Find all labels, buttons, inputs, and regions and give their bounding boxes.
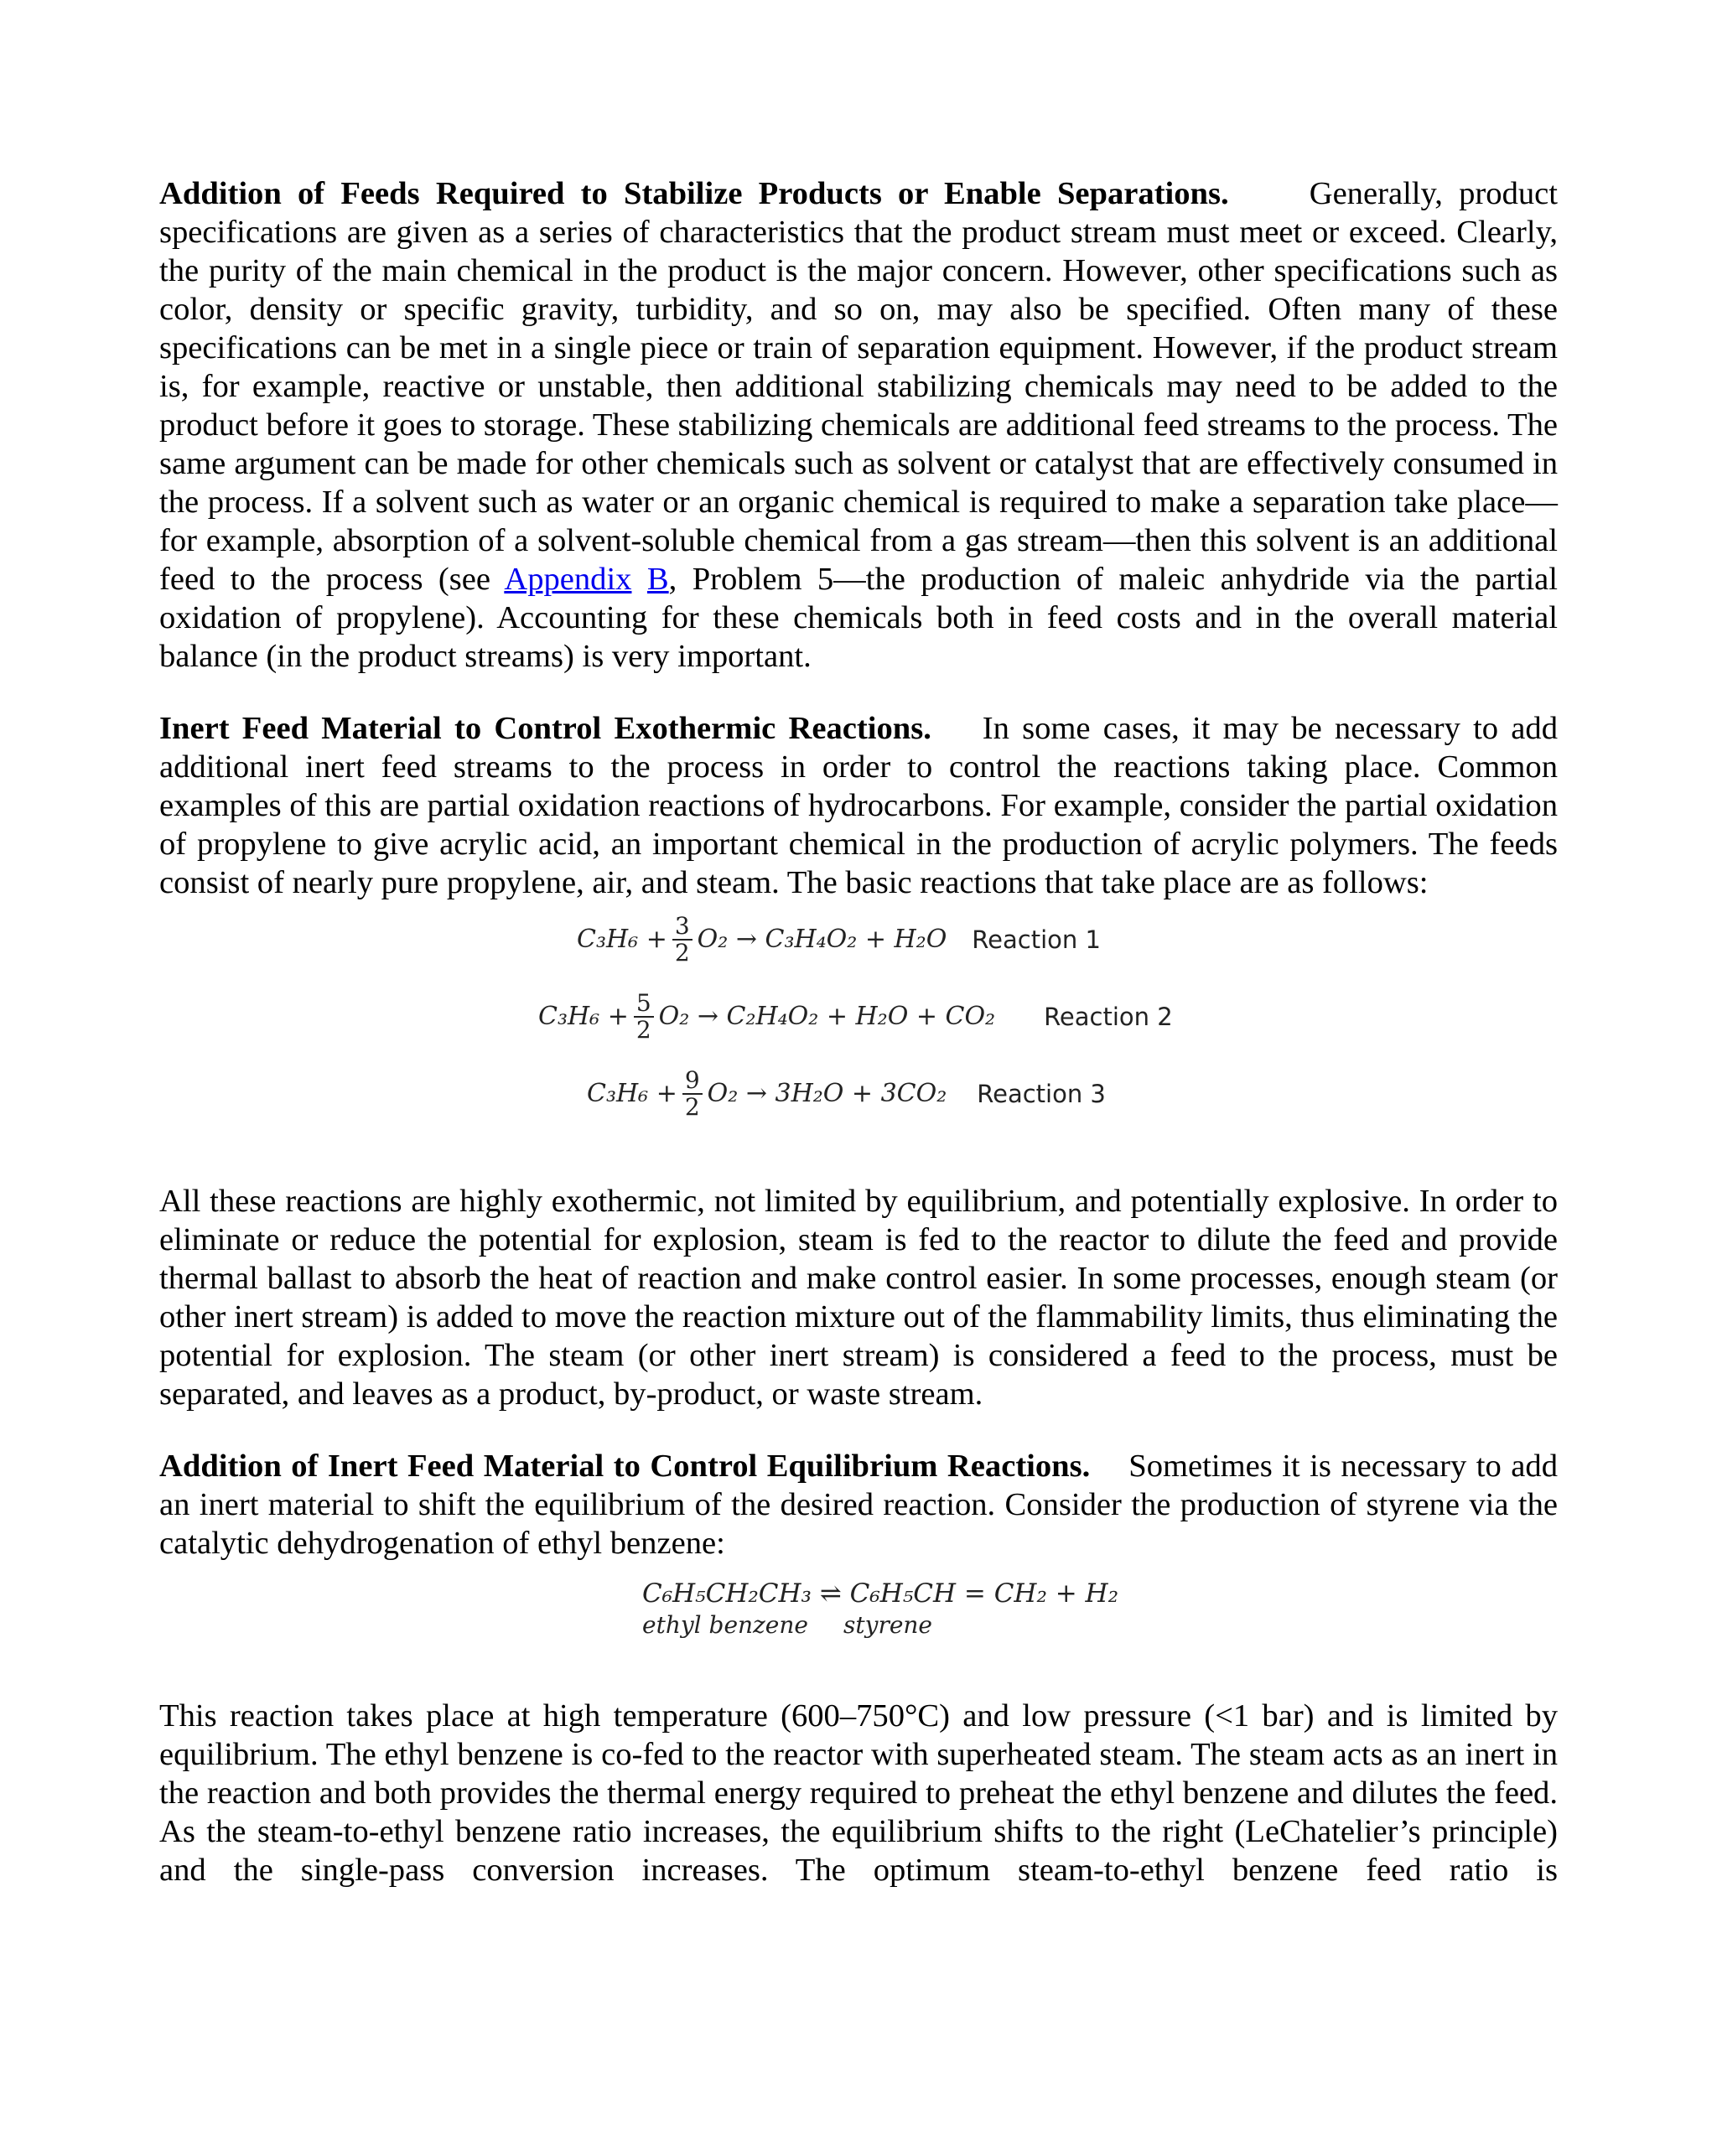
paragraph-inert-equilibrium — [159, 1447, 1558, 1563]
document-page — [159, 174, 1558, 1889]
section-heading: Inert Feed Material to Control Exothermic Reactions. — [159, 711, 931, 746]
section-heading: Addition of Feeds Required to Stabilize Products or Enable Separations. — [159, 176, 1229, 211]
reaction-equation: C₃H₆ + $\frac{9}{2}$ O₂ → 3H₂O + 3CO₂ Reaction 3 — [587, 1066, 1106, 1121]
paragraph-text: All these reactions are highly exothermic, not limited by equilibrium, and potentially explosive. In order to eliminate or reduce the potential for explosion, steam is fed to the reactor to dilute the feed and provide thermal ballast to absorb the heat of reaction and make control easier. In some processes, enough steam (or other inert stream) is added to move the reaction mixture out of the flammability limits, thus eliminating the potential for explosion. The steam (or other inert stream) is considered a feed to the process, must be separated, and leaves as a product, by-product, or waste stream. — [159, 1184, 1558, 1412]
paragraph-exothermic-explanation — [159, 1182, 1558, 1413]
styrene-reaction: C₆H₅CH₂CH₃ ⇌ C₆H₅CH = CH₂ + H₂ — [642, 1578, 1119, 1609]
paragraph-text: , Problem 5—the production of maleic anhydride via the partial oxidation of propylene). Accounting for these chemicals both in feed costs and in the overall material balance (in the product streams) is very important. — [159, 562, 1558, 674]
paragraph-stabilize-products — [159, 174, 1558, 676]
ethyl-benzene-label: ethyl benzene — [642, 1611, 808, 1639]
reaction-equation: C₃H₆ + $\frac{3}{2}$ O₂ → C₃H₄O₂ + H₂O Reaction 1 — [577, 912, 1101, 967]
appendix-link[interactable]: Appendix — [504, 562, 632, 597]
paragraph-inert-exothermic — [159, 709, 1558, 902]
paragraph-text: Generally, product specifications are given as a series of characteristics that the product stream must meet or exceed. Clearly, the purity of the main chemical in the product is the major concern. However, other specifications such as color, density or specific gravity, turbidity, and so on, may also be specified. Often many of these specifications can be met in a single piece or train of separation equipment. However, if the product stream is, for example, reactive or unstable, then additional stabilizing chemicals may need to be added to the product before it goes to storage. These stabilizing chemicals are additional feed streams to the process. The same argument can be made for other chemicals such as solvent or catalyst that are effectively consumed in the process. If a solvent such as water or an organic chemical is required to make a separation take place—for example, absorption of a solvent-soluble chemical from a gas stream—then this solvent is an additional feed to the process (see — [159, 176, 1558, 597]
section-heading: Addition of Inert Feed Material to Control Equilibrium Reactions. — [159, 1449, 1091, 1484]
reaction-label: Reaction 2 — [1044, 1003, 1173, 1031]
reaction-label: Reaction 1 — [972, 925, 1101, 954]
reaction-label: Reaction 3 — [977, 1080, 1106, 1108]
reaction-equations — [159, 902, 1558, 1150]
paragraph-text: In some cases, it may be necessary to add additional inert feed streams to the process in order to control the reactions taking place. Common examples of this are partial oxidation reactions of hydrocarbons. For example, consider the partial oxidation of propylene to give acrylic acid, an important chemical in the production of acrylic polymers. The feeds consist of nearly pure propylene, air, and steam. The basic reactions that take place are as follows: — [159, 711, 1559, 900]
appendix-b-link[interactable]: B — [646, 562, 669, 597]
paragraph-styrene-conditions — [159, 1697, 1558, 1889]
styrene-equation — [159, 1563, 1558, 1680]
styrene-label: styrene — [843, 1611, 932, 1639]
paragraph-text: This reaction takes place at high temperature (600–750°C) and low pressure (<1 bar) and is limited by equilibrium. The ethyl benzene is co-fed to the reactor with superheated steam. The steam acts as an inert in the reaction and both provides the thermal energy required to preheat the ethyl benzene and dilutes the feed. As the steam-to-ethyl benzene ratio increases, the equilibrium shifts to the right (LeChatelier’s principle) and the single-pass conversion increases. The optimum steam-to-ethyl benzene feed ratio is — [159, 1698, 1558, 1888]
reaction-equation: C₃H₆ + $\frac{5}{2}$ O₂ → C₂H₄O₂ + H₂O + CO₂ Reaction 2 — [538, 989, 1173, 1044]
paragraph-text: Sometimes it is necessary to add an inert material to shift the equilibrium of the desired reaction. Consider the production of styrene via the catalytic dehydrogenation of ethyl benzene: — [159, 1449, 1558, 1561]
